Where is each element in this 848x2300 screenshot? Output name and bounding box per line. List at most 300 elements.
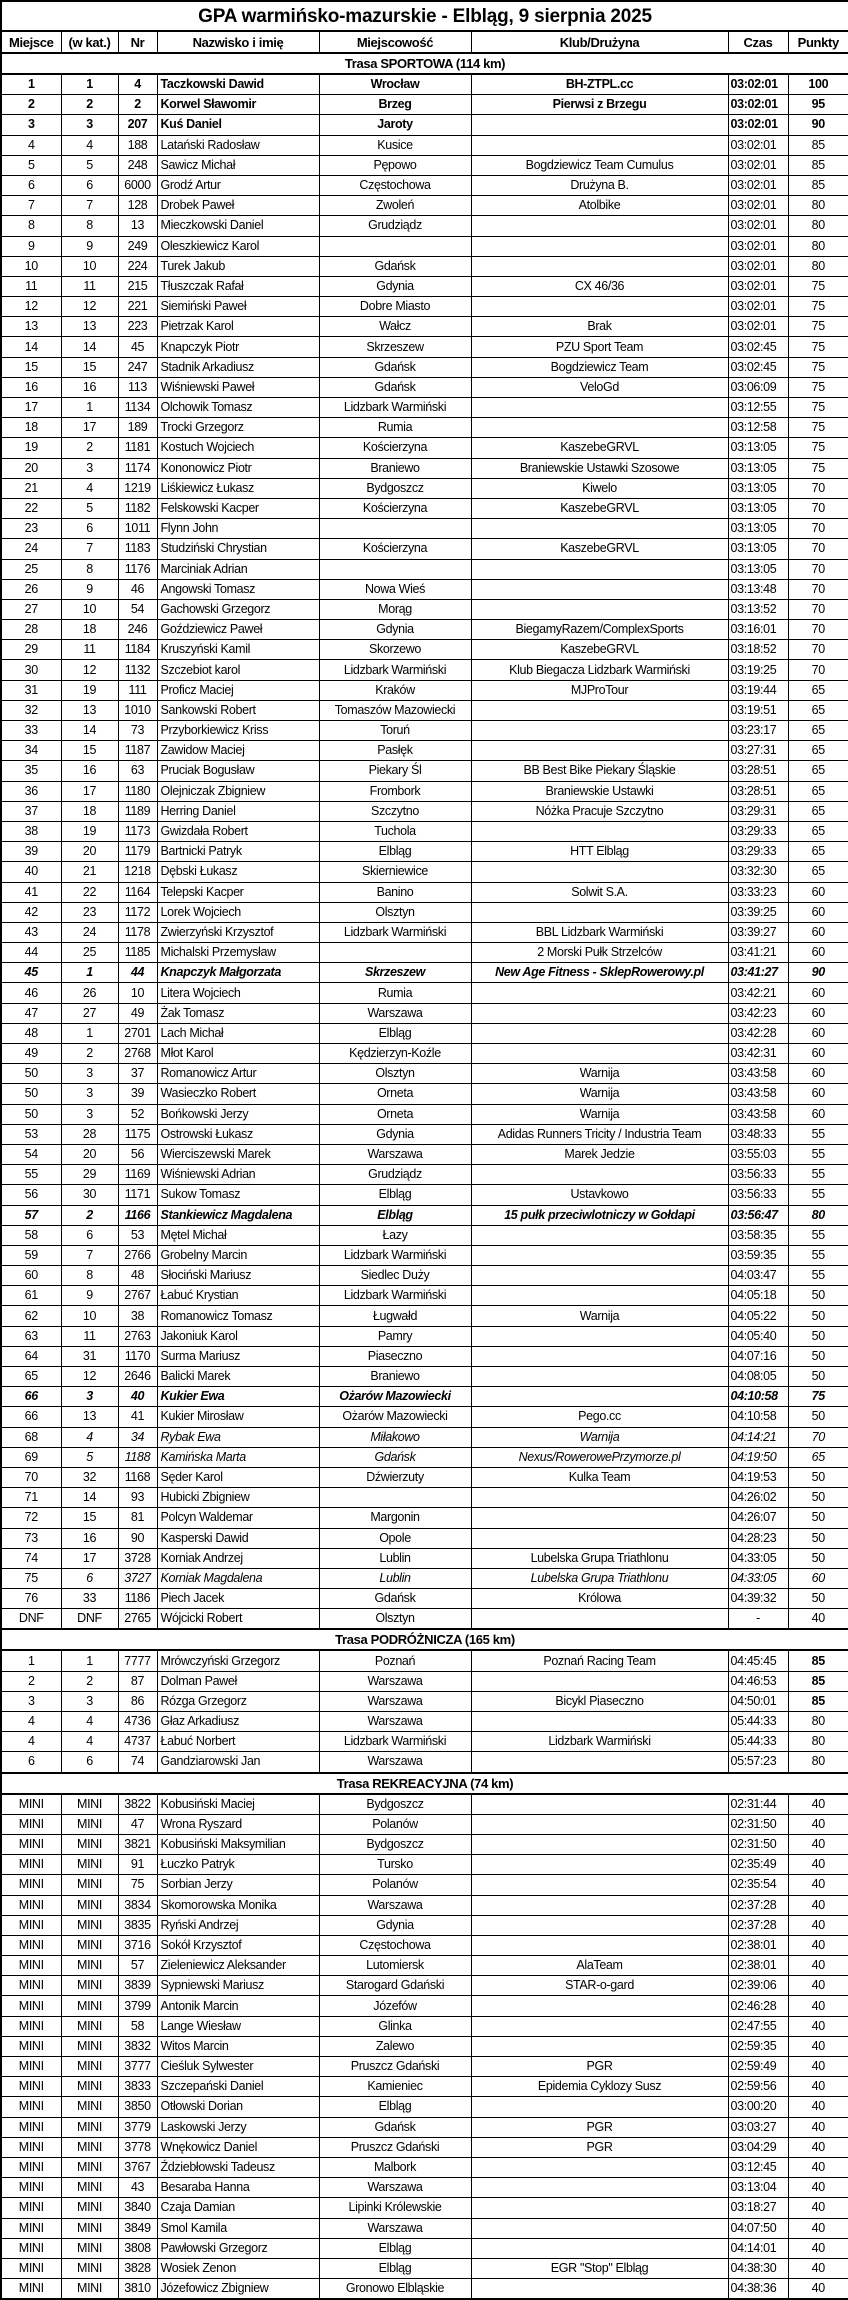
- table-row: [1, 2016, 848, 2036]
- cell-category-place: 5: [61, 1447, 118, 1467]
- cell-time: 03:56:33: [728, 1165, 788, 1185]
- cell-number: 1011: [118, 519, 157, 539]
- cell-points: 55: [788, 1266, 848, 1286]
- table-row: [1, 1794, 848, 1815]
- cell-number: 3833: [118, 2077, 157, 2097]
- cell-time: 04:14:01: [728, 2238, 788, 2258]
- cell-category-place: MINI: [61, 1814, 118, 1834]
- cell-club: MJProTour: [471, 680, 728, 700]
- cell-place: 74: [1, 1548, 61, 1568]
- cell-category-place: 16: [61, 761, 118, 781]
- cell-category-place: MINI: [61, 2016, 118, 2036]
- cell-name: Kamińska Marta: [157, 1447, 319, 1467]
- table-row: [1, 2036, 848, 2056]
- cell-points: 60: [788, 1064, 848, 1084]
- table-row: [1, 1712, 848, 1732]
- cell-number: 4737: [118, 1732, 157, 1752]
- cell-place: 28: [1, 620, 61, 640]
- cell-time: 05:44:33: [728, 1732, 788, 1752]
- cell-points: 75: [788, 377, 848, 397]
- cell-place: 70: [1, 1467, 61, 1487]
- cell-club: [471, 983, 728, 1003]
- cell-time: 03:04:29: [728, 2137, 788, 2157]
- cell-place: 59: [1, 1245, 61, 1265]
- cell-city: Łazy: [319, 1225, 471, 1245]
- cell-points: 75: [788, 398, 848, 418]
- table-row: [1, 842, 848, 862]
- cell-place: 43: [1, 922, 61, 942]
- table-row: [1, 1568, 848, 1588]
- cell-category-place: 30: [61, 1185, 118, 1205]
- cell-city: Warszawa: [319, 1752, 471, 1773]
- cell-category-place: 13: [61, 700, 118, 720]
- table-row: [1, 478, 848, 498]
- cell-name: Kononowicz Piotr: [157, 458, 319, 478]
- cell-place: MINI: [1, 1935, 61, 1955]
- cell-number: 49: [118, 1003, 157, 1023]
- column-header-category-place: (w kat.): [61, 31, 118, 53]
- cell-place: MINI: [1, 1915, 61, 1935]
- cell-number: 3727: [118, 1568, 157, 1588]
- cell-points: 40: [788, 2157, 848, 2177]
- cell-city: Kraków: [319, 680, 471, 700]
- cell-number: 45: [118, 337, 157, 357]
- cell-time: 05:44:33: [728, 1712, 788, 1732]
- cell-city: Frombork: [319, 781, 471, 801]
- cell-time: 03:48:33: [728, 1124, 788, 1144]
- table-row: [1, 2157, 848, 2177]
- cell-points: 50: [788, 1407, 848, 1427]
- cell-category-place: 25: [61, 943, 118, 963]
- cell-points: 85: [788, 135, 848, 155]
- cell-category-place: 6: [61, 1225, 118, 1245]
- cell-city: Siedlec Duży: [319, 1266, 471, 1286]
- cell-city: Elbląg: [319, 2097, 471, 2117]
- table-row: [1, 1895, 848, 1915]
- cell-city: Gdynia: [319, 1124, 471, 1144]
- cell-category-place: MINI: [61, 1996, 118, 2016]
- cell-category-place: MINI: [61, 1976, 118, 1996]
- cell-name: Lach Michał: [157, 1023, 319, 1043]
- cell-points: 75: [788, 357, 848, 377]
- cell-club: [471, 256, 728, 276]
- table-row: [1, 95, 848, 115]
- cell-category-place: 4: [61, 135, 118, 155]
- cell-time: 03:19:44: [728, 680, 788, 700]
- cell-number: 6000: [118, 175, 157, 195]
- cell-club: [471, 1326, 728, 1346]
- cell-time: 03:13:05: [728, 498, 788, 518]
- cell-number: 54: [118, 599, 157, 619]
- table-row: [1, 337, 848, 357]
- cell-place: 63: [1, 1326, 61, 1346]
- cell-city: Kusice: [319, 135, 471, 155]
- cell-number: 56: [118, 1144, 157, 1164]
- cell-number: 1189: [118, 801, 157, 821]
- cell-number: 2766: [118, 1245, 157, 1265]
- cell-category-place: MINI: [61, 1915, 118, 1935]
- cell-category-place: MINI: [61, 1895, 118, 1915]
- cell-name: Taczkowski Dawid: [157, 74, 319, 95]
- cell-number: 63: [118, 761, 157, 781]
- cell-category-place: 28: [61, 1124, 118, 1144]
- table-row: [1, 1306, 848, 1326]
- cell-name: Herring Daniel: [157, 801, 319, 821]
- table-row: [1, 135, 848, 155]
- cell-place: MINI: [1, 1794, 61, 1815]
- cell-city: Warszawa: [319, 1671, 471, 1691]
- cell-time: 02:38:01: [728, 1956, 788, 1976]
- cell-category-place: 11: [61, 640, 118, 660]
- cell-city: Tomaszów Mazowiecki: [319, 700, 471, 720]
- cell-points: 90: [788, 115, 848, 135]
- cell-category-place: MINI: [61, 1956, 118, 1976]
- cell-place: MINI: [1, 2178, 61, 2198]
- cell-category-place: 2: [61, 438, 118, 458]
- cell-club: Królowa: [471, 1589, 728, 1609]
- table-row: [1, 256, 848, 276]
- table-row: [1, 1044, 848, 1064]
- cell-place: MINI: [1, 1996, 61, 2016]
- cell-number: 1218: [118, 862, 157, 882]
- cell-name: Romanowicz Tomasz: [157, 1306, 319, 1326]
- cell-category-place: 21: [61, 862, 118, 882]
- cell-place: 7: [1, 196, 61, 216]
- cell-time: 04:19:53: [728, 1467, 788, 1487]
- cell-number: 3767: [118, 2157, 157, 2177]
- cell-club: PGR: [471, 2057, 728, 2077]
- cell-name: Korwel Sławomir: [157, 95, 319, 115]
- cell-name: Romanowicz Artur: [157, 1064, 319, 1084]
- cell-time: 02:46:28: [728, 1996, 788, 2016]
- table-row: [1, 2178, 848, 2198]
- cell-city: [319, 236, 471, 256]
- cell-time: 02:31:44: [728, 1794, 788, 1815]
- column-header-time: Czas: [728, 31, 788, 53]
- cell-club: [471, 1387, 728, 1407]
- cell-time: 04:39:32: [728, 1589, 788, 1609]
- cell-number: 223: [118, 317, 157, 337]
- cell-category-place: 6: [61, 1568, 118, 1588]
- cell-place: 64: [1, 1346, 61, 1366]
- table-row: [1, 458, 848, 478]
- cell-name: Młot Karol: [157, 1044, 319, 1064]
- cell-city: Zalewo: [319, 2036, 471, 2056]
- cell-number: 39: [118, 1084, 157, 1104]
- cell-number: 1179: [118, 842, 157, 862]
- cell-time: 03:06:09: [728, 377, 788, 397]
- cell-city: Jaroty: [319, 115, 471, 135]
- cell-name: Wójcicki Robert: [157, 1609, 319, 1630]
- cell-number: 215: [118, 276, 157, 296]
- cell-number: 1183: [118, 539, 157, 559]
- cell-city: Orneta: [319, 1104, 471, 1124]
- cell-number: 1181: [118, 438, 157, 458]
- cell-time: 03:13:52: [728, 599, 788, 619]
- table-row: [1, 1548, 848, 1568]
- cell-club: KaszebeGRVL: [471, 539, 728, 559]
- cell-number: 207: [118, 115, 157, 135]
- cell-name: Ryński Andrzej: [157, 1915, 319, 1935]
- table-row: [1, 862, 848, 882]
- cell-number: 248: [118, 155, 157, 175]
- cell-points: 75: [788, 418, 848, 438]
- cell-points: 40: [788, 1996, 848, 2016]
- cell-place: 3: [1, 1691, 61, 1711]
- cell-points: 55: [788, 1225, 848, 1245]
- cell-club: [471, 1794, 728, 1815]
- cell-category-place: MINI: [61, 1834, 118, 1854]
- cell-club: [471, 216, 728, 236]
- cell-club: [471, 1488, 728, 1508]
- cell-place: 24: [1, 539, 61, 559]
- cell-time: 03:58:35: [728, 1225, 788, 1245]
- table-row: [1, 620, 848, 640]
- cell-place: 5: [1, 155, 61, 175]
- cell-place: 54: [1, 1144, 61, 1164]
- cell-club: Lidzbark Warmiński: [471, 1732, 728, 1752]
- table-row: [1, 1266, 848, 1286]
- cell-category-place: 6: [61, 175, 118, 195]
- cell-place: 53: [1, 1124, 61, 1144]
- cell-club: [471, 1996, 728, 2016]
- cell-place: 57: [1, 1205, 61, 1225]
- cell-category-place: 26: [61, 983, 118, 1003]
- table-row: [1, 2238, 848, 2258]
- cell-city: Starogard Gdański: [319, 1976, 471, 1996]
- table-row: [1, 1003, 848, 1023]
- cell-place: 50: [1, 1064, 61, 1084]
- cell-points: 70: [788, 519, 848, 539]
- cell-name: Kukier Ewa: [157, 1387, 319, 1407]
- cell-city: Margonin: [319, 1508, 471, 1528]
- cell-points: 75: [788, 297, 848, 317]
- cell-number: 73: [118, 721, 157, 741]
- cell-club: [471, 236, 728, 256]
- cell-time: 03:39:27: [728, 922, 788, 942]
- column-header-points: Punkty: [788, 31, 848, 53]
- cell-name: Antonik Marcin: [157, 1996, 319, 2016]
- cell-category-place: 4: [61, 1427, 118, 1447]
- cell-city: Częstochowa: [319, 1935, 471, 1955]
- cell-city: Częstochowa: [319, 175, 471, 195]
- cell-time: 04:45:45: [728, 1650, 788, 1671]
- cell-category-place: 17: [61, 781, 118, 801]
- cell-time: 03:02:01: [728, 256, 788, 276]
- cell-category-place: 31: [61, 1346, 118, 1366]
- cell-city: Lidzbark Warmiński: [319, 660, 471, 680]
- cell-place: MINI: [1, 2198, 61, 2218]
- cell-points: 65: [788, 781, 848, 801]
- cell-points: 85: [788, 155, 848, 175]
- cell-name: Korniak Magdalena: [157, 1568, 319, 1588]
- cell-place: 58: [1, 1225, 61, 1245]
- cell-time: 03:27:31: [728, 741, 788, 761]
- cell-time: 02:37:28: [728, 1895, 788, 1915]
- cell-city: Lublin: [319, 1568, 471, 1588]
- cell-club: [471, 1044, 728, 1064]
- cell-name: Stankiewicz Magdalena: [157, 1205, 319, 1225]
- cell-time: 04:26:07: [728, 1508, 788, 1528]
- cell-city: Zwoleń: [319, 196, 471, 216]
- cell-number: 93: [118, 1488, 157, 1508]
- cell-club: Nóżka Pracuje Szczytno: [471, 801, 728, 821]
- cell-category-place: 17: [61, 418, 118, 438]
- cell-time: 03:02:01: [728, 135, 788, 155]
- cell-city: Polanów: [319, 1814, 471, 1834]
- cell-place: 61: [1, 1286, 61, 1306]
- cell-number: 3828: [118, 2258, 157, 2278]
- cell-time: 03:13:05: [728, 458, 788, 478]
- cell-time: 04:19:50: [728, 1447, 788, 1467]
- cell-category-place: 5: [61, 498, 118, 518]
- table-row: [1, 1326, 848, 1346]
- cell-club: [471, 599, 728, 619]
- cell-place: MINI: [1, 2057, 61, 2077]
- cell-time: 03:02:01: [728, 317, 788, 337]
- cell-name: Jakoniuk Karol: [157, 1326, 319, 1346]
- cell-club: [471, 2016, 728, 2036]
- cell-place: MINI: [1, 2279, 61, 2300]
- table-row: [1, 1935, 848, 1955]
- cell-points: 55: [788, 1245, 848, 1265]
- cell-place: 47: [1, 1003, 61, 1023]
- cell-time: 03:02:01: [728, 216, 788, 236]
- cell-points: 85: [788, 1650, 848, 1671]
- cell-category-place: MINI: [61, 2218, 118, 2238]
- cell-club: Warnija: [471, 1306, 728, 1326]
- cell-name: Rybak Ewa: [157, 1427, 319, 1447]
- cell-points: 80: [788, 1205, 848, 1225]
- table-row: [1, 1915, 848, 1935]
- cell-club: [471, 1245, 728, 1265]
- cell-name: Kuś Daniel: [157, 115, 319, 135]
- cell-number: 47: [118, 1814, 157, 1834]
- cell-points: 55: [788, 1144, 848, 1164]
- cell-name: Szczebiot karol: [157, 660, 319, 680]
- cell-city: Polanów: [319, 1875, 471, 1895]
- cell-number: 2767: [118, 1286, 157, 1306]
- cell-name: Marciniak Adrian: [157, 559, 319, 579]
- table-row: [1, 1144, 848, 1164]
- cell-name: Kobusiński Maksymilian: [157, 1834, 319, 1854]
- cell-name: Knapczyk Piotr: [157, 337, 319, 357]
- cell-club: [471, 1895, 728, 1915]
- cell-city: Elbląg: [319, 1185, 471, 1205]
- cell-name: Mętel Michał: [157, 1225, 319, 1245]
- cell-category-place: 13: [61, 1407, 118, 1427]
- cell-time: 03:56:33: [728, 1185, 788, 1205]
- cell-time: 03:29:33: [728, 821, 788, 841]
- cell-points: 40: [788, 1976, 848, 1996]
- cell-time: 03:02:01: [728, 236, 788, 256]
- cell-club: [471, 297, 728, 317]
- cell-points: 65: [788, 680, 848, 700]
- cell-time: 03:42:23: [728, 1003, 788, 1023]
- cell-city: Pępowo: [319, 155, 471, 175]
- cell-category-place: MINI: [61, 1935, 118, 1955]
- table-row: [1, 1528, 848, 1548]
- cell-city: Szczytno: [319, 801, 471, 821]
- cell-category-place: 15: [61, 741, 118, 761]
- cell-number: 1219: [118, 478, 157, 498]
- cell-points: 40: [788, 1794, 848, 1815]
- cell-name: Wiśniewski Paweł: [157, 377, 319, 397]
- cell-city: [319, 943, 471, 963]
- cell-category-place: 18: [61, 620, 118, 640]
- cell-name: Smol Kamila: [157, 2218, 319, 2238]
- cell-number: 1178: [118, 922, 157, 942]
- cell-name: Pruciak Bogusław: [157, 761, 319, 781]
- cell-club: [471, 1286, 728, 1306]
- cell-city: Banino: [319, 882, 471, 902]
- cell-number: 1182: [118, 498, 157, 518]
- cell-number: 3821: [118, 1834, 157, 1854]
- cell-points: 40: [788, 1875, 848, 1895]
- cell-place: MINI: [1, 1834, 61, 1854]
- cell-points: 65: [788, 741, 848, 761]
- cell-place: 14: [1, 337, 61, 357]
- cell-city: Braniewo: [319, 458, 471, 478]
- cell-points: 75: [788, 1387, 848, 1407]
- cell-points: 65: [788, 842, 848, 862]
- cell-place: 50: [1, 1104, 61, 1124]
- cell-number: 74: [118, 1752, 157, 1773]
- cell-number: 58: [118, 2016, 157, 2036]
- table-row: [1, 418, 848, 438]
- cell-city: Glinka: [319, 2016, 471, 2036]
- column-header-name: Nazwisko i imię: [157, 31, 319, 53]
- cell-points: 65: [788, 821, 848, 841]
- cell-place: 38: [1, 821, 61, 841]
- cell-city: Braniewo: [319, 1367, 471, 1387]
- cell-club: [471, 2157, 728, 2177]
- cell-number: 1185: [118, 943, 157, 963]
- cell-club: [471, 1752, 728, 1773]
- cell-name: Besaraba Hanna: [157, 2178, 319, 2198]
- cell-club: Marek Jedzie: [471, 1144, 728, 1164]
- cell-name: Kobusiński Maciej: [157, 1794, 319, 1815]
- cell-place: 72: [1, 1508, 61, 1528]
- cell-club: [471, 135, 728, 155]
- table-row: [1, 1084, 848, 1104]
- cell-club: [471, 418, 728, 438]
- cell-time: 03:03:27: [728, 2117, 788, 2137]
- cell-number: 3850: [118, 2097, 157, 2117]
- table-row: [1, 559, 848, 579]
- cell-place: 37: [1, 801, 61, 821]
- cell-club: [471, 2178, 728, 2198]
- cell-points: 55: [788, 1185, 848, 1205]
- table-row: [1, 660, 848, 680]
- cell-city: Gdańsk: [319, 377, 471, 397]
- cell-name: Kukier Mirosław: [157, 1407, 319, 1427]
- cell-number: 249: [118, 236, 157, 256]
- cell-time: 03:32:30: [728, 862, 788, 882]
- cell-time: 02:31:50: [728, 1814, 788, 1834]
- cell-place: MINI: [1, 2036, 61, 2056]
- cell-name: Zawidow Maciej: [157, 741, 319, 761]
- cell-category-place: 24: [61, 922, 118, 942]
- cell-points: 75: [788, 438, 848, 458]
- cell-place: MINI: [1, 1976, 61, 1996]
- cell-time: 03:02:01: [728, 297, 788, 317]
- cell-number: 189: [118, 418, 157, 438]
- cell-club: [471, 1165, 728, 1185]
- cell-category-place: 10: [61, 1306, 118, 1326]
- cell-place: 2: [1, 1671, 61, 1691]
- cell-time: 03:00:20: [728, 2097, 788, 2117]
